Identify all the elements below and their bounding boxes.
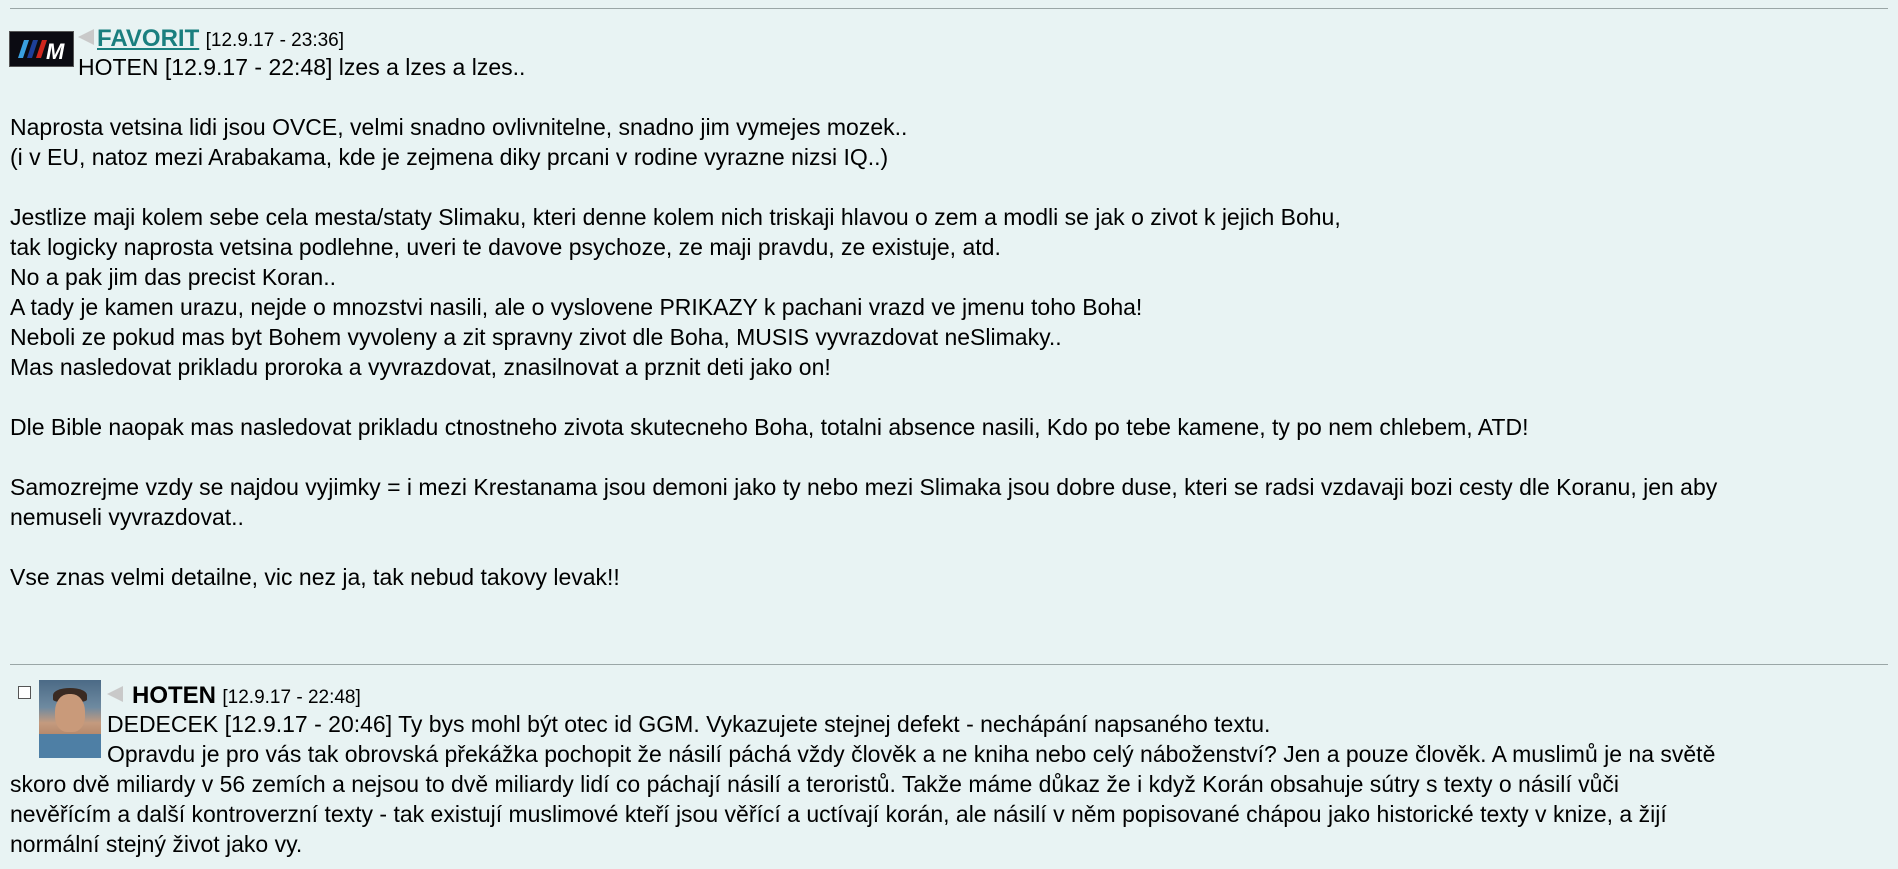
post-body: skoro dvě miliardy v 56 zemích a nejsou to dvě miliardy lidí co páchají násilí a teroristů. Takže máme důkaz že i když Korán obsahuje sútry s texty o násilí vůči nevěřícím a další kontroverzní texty - tak existují muslimové kteří jsou věřící a uctívají korán, ale násilí v něm popisované chápou jako historické texty v knize, a žijí normální stejný život jako vy. — [10, 771, 1667, 857]
select-post-checkbox[interactable] — [18, 686, 31, 699]
post-date: [12.9.17 - 22:48] — [222, 687, 361, 708]
top-divider — [10, 8, 1888, 9]
user-avatar[interactable] — [39, 680, 101, 758]
quote-line: HOTEN [12.9.17 - 22:48] lzes a lzes a lzes.. — [78, 54, 526, 80]
user-avatar[interactable] — [9, 31, 74, 67]
svg-text:M: M — [46, 39, 65, 64]
post-divider — [10, 664, 1888, 665]
author-link[interactable]: FAVORIT — [97, 25, 200, 52]
quote-line: DEDECEK [12.9.17 - 20:46] Ty bys mohl být otec id GGM. Vykazujete stejnej defekt - nechápání napsaného textu. — [107, 711, 1271, 737]
bmw-m-logo-icon — [10, 32, 73, 66]
author-name[interactable]: HOTEN — [132, 682, 216, 709]
post-date: [12.9.17 - 23:36] — [205, 30, 345, 51]
reply-arrow-icon[interactable] — [78, 29, 94, 45]
avatar-shirt — [39, 734, 101, 758]
post-body-first-line: Opravdu je pro vás tak obrovská překážka pochopit že násilí páchá vždy člověk a ne kniha nebo celý náboženství? Jen a pouze člověk. A muslimů je na světě — [107, 741, 1716, 767]
reply-arrow-icon[interactable] — [107, 686, 123, 702]
avatar-face — [55, 694, 85, 732]
post-body: Naprosta vetsina lidi jsou OVCE, velmi snadno ovlivnitelne, snadno jim vymejes mozek.. (i v EU, natoz mezi Arabakama, kde je zejmena diky prcani v rodine vyrazne nizsi IQ..) Jestlize maji kolem sebe cela mesta/staty Slimaku, kteri denne kolem nich triskaji hlavou o zem a modli se jak o zivot k jejich Bohu, tak logicky naprosta vetsina podlehne, uveri te davove psychoze, ze maji pravdu, ze existuje, atd. No a pak jim das precist Koran.. A tady je kamen urazu, nejde o mnozstvi nasili, ale o vyslovene PRIKAZY k pachani vrazd ve jmenu toho Boha! Neboli ze pokud mas byt Bohem vyvoleny a zit spravny zivot dle Boha, MUSIS vyvrazdovat neSlimaky.. Mas nasledovat prikladu proroka a vyvrazdovat, znasilnovat a prznit deti jako on! Dle Bible naopak mas nasledovat prikladu ctnostneho zivota skutecneho Boha, totalni absence nasili, Kdo po tebe kamene, ty po nem chlebem, ATD! Samozrejme vzdy se najdou vyjimky = i mezi Krestanama jsou demoni jako ty nebo mezi Slimaka jsou dobre duse, kteri se radsi vzdavaji bozi cesty dle Koranu, jen aby nemuseli vyvrazdovat.. Vse znas velmi detailne, vic nez ja, tak nebud takovy levak!! — [10, 114, 1718, 590]
